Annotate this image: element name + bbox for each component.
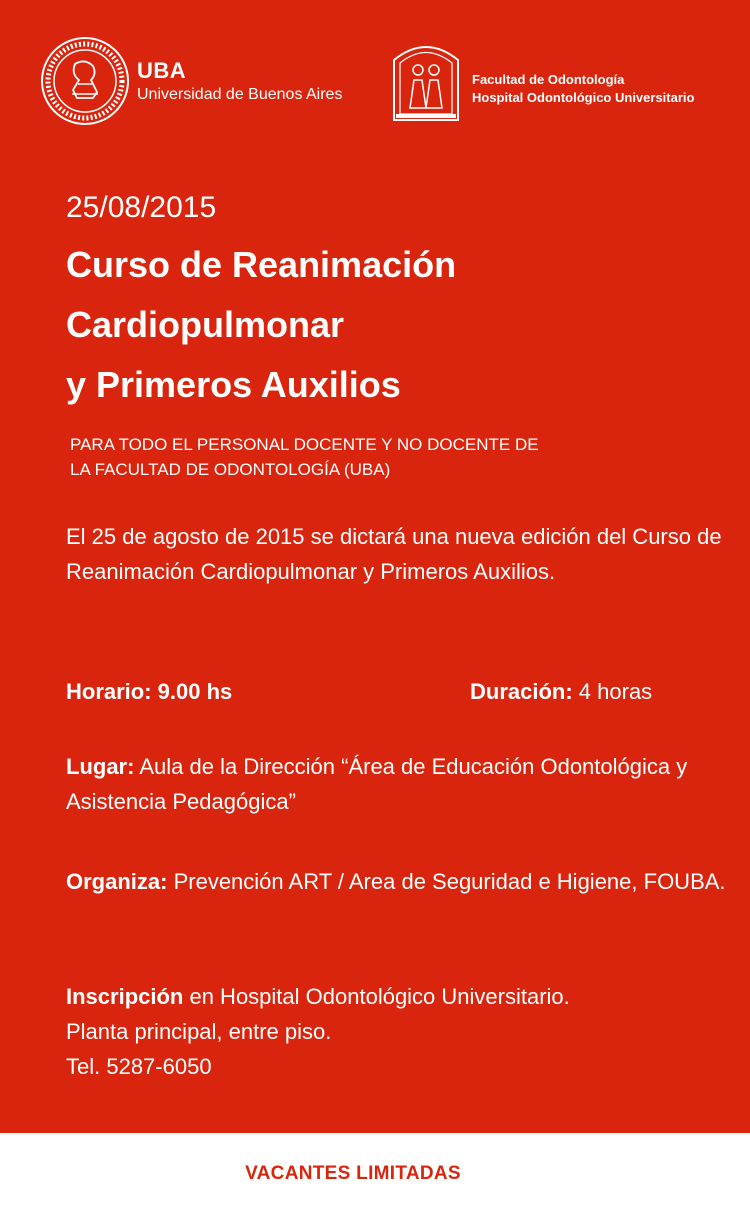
organizer-value: Prevención ART / Area de Seguridad e Higiene, FOUBA. bbox=[167, 869, 726, 894]
uba-seal-icon bbox=[40, 36, 130, 126]
schedule-label: Horario: 9.00 hs bbox=[66, 679, 233, 704]
footer bbox=[0, 1133, 750, 1212]
duration-label: Duración: bbox=[470, 679, 573, 704]
duration-value: 4 horas bbox=[572, 679, 653, 704]
faculty-name: Facultad de Odontología bbox=[472, 72, 625, 87]
location-label: Lugar: bbox=[66, 754, 135, 779]
event-title-line-3: y Primeros Auxilios bbox=[66, 364, 401, 405]
event-intro: El 25 de agosto de 2015 se dictará una nueva edición del Curso de Reanimación Cardiopulmonar y Primeros Auxilios. bbox=[66, 524, 722, 584]
audience-line-1: PARA TODO EL PERSONAL DOCENTE Y NO DOCENTE DE bbox=[70, 435, 539, 454]
registration-location: Planta principal, entre piso. bbox=[66, 1019, 332, 1044]
limited-spots-note: VACANTES LIMITADAS bbox=[245, 1163, 461, 1184]
event-title-line-2: Cardiopulmonar bbox=[66, 304, 345, 345]
registration-label: Inscripción bbox=[66, 984, 184, 1009]
organizer-label: Organiza: bbox=[66, 869, 168, 894]
audience-line-2: LA FACULTAD DE ODONTOLOGÍA (UBA) bbox=[70, 460, 391, 479]
registration-value: en Hospital Odontológico Universitario. bbox=[183, 984, 570, 1009]
uba-subtitle: Universidad de Buenos Aires bbox=[137, 86, 343, 103]
hospital-name: Hospital Odontológico Universitario bbox=[472, 90, 695, 105]
faculty-seal-icon bbox=[390, 38, 462, 124]
duration bbox=[470, 674, 652, 709]
registration bbox=[66, 979, 726, 1084]
organizer bbox=[66, 864, 726, 899]
registration-phone: Tel. 5287-6050 bbox=[66, 1054, 212, 1079]
uba-name: UBA bbox=[137, 58, 187, 83]
location-value: Aula de la Dirección “Área de Educación Odontológica y Asistencia Pedagógica” bbox=[66, 754, 688, 814]
location bbox=[66, 749, 726, 819]
event-title-line-1: Curso de Reanimación bbox=[66, 244, 457, 285]
event-date: 25/08/2015 bbox=[66, 191, 217, 224]
